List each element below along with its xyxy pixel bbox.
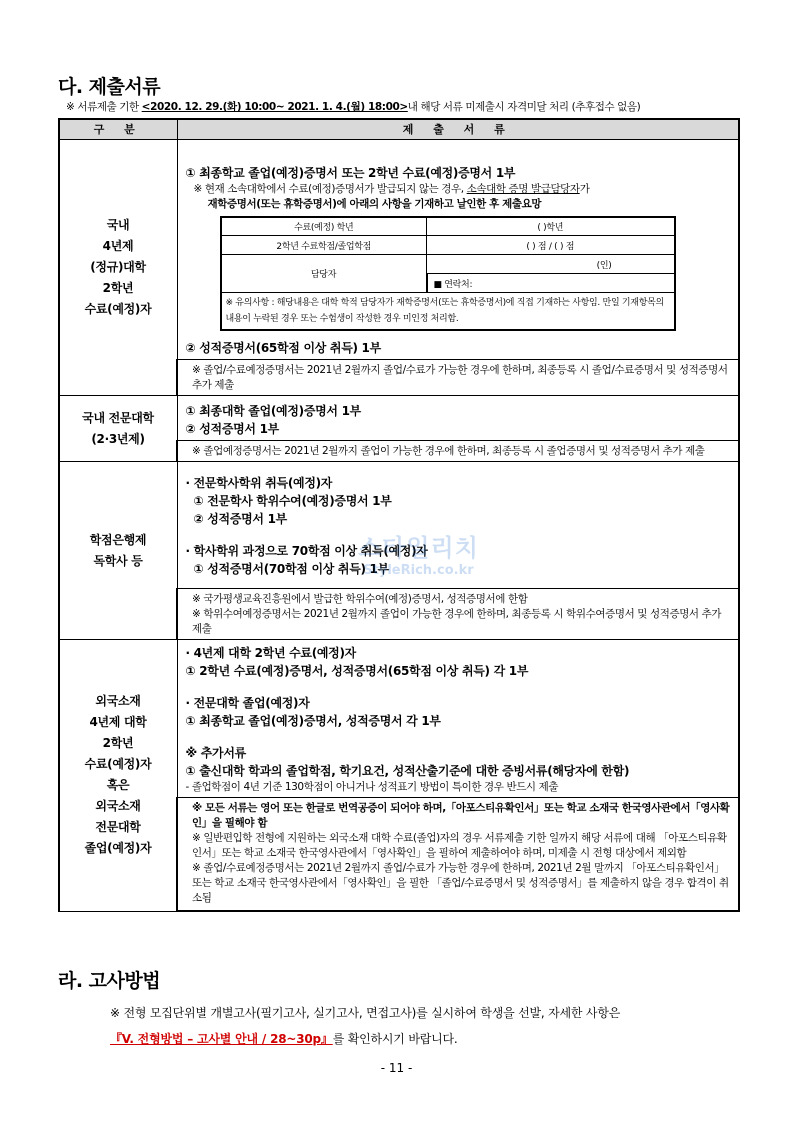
section-title-documents: 다. 제출서류 (58, 76, 161, 98)
doc-item: ① 전문학사 학위수여(예정)증명서 1부 (193, 494, 392, 508)
confirmation-form (220, 216, 676, 332)
doc-item: ① 성적증명서(70학점 이상 취득) 1부 (193, 562, 389, 576)
deadline-date: <2020. 12. 29.(화) 10:00~ 2021. 1. 4.(월) 18:00> (141, 101, 408, 113)
form-sign: (인) (427, 255, 675, 274)
group-title: · 학사학위 과정으로 70학점 이상 취득(예정)자 (185, 544, 428, 558)
note: 재학증명서(또는 휴학증명서)에 아래의 사항을 기재하고 날인한 후 제출요망 (207, 197, 542, 210)
note: ※ 졸업예정증명서는 2021년 2월까지 졸업이 가능한 경우에 한하며, 최종등록 시 졸업증명서 및 성적증명서 추가 제출 (177, 441, 739, 462)
form-label: 담당자 (221, 255, 427, 293)
group-title: ※ 추가서류 (185, 746, 246, 760)
doc-item: ① 2학년 수료(예정)증명서, 성적증명서(65학점 이상 취득) 각 1부 (185, 664, 529, 678)
note: ※ 현재 소속대학에서 수료(예정)증명서가 발급되지 않는 경우, 소속대학 증명 발급담당자가 (193, 182, 590, 195)
watermark-logo: 스타일리치 StyleRich.co.kr (358, 534, 479, 578)
note: ※ 모든 서류는 영어 또는 한글로 번역공증이 되어야 하며,「아포스티유확인서」또는 학교 소재국 한국영사관에서「영사확인」을 필해야 함 (192, 802, 730, 829)
form-value: ( ) 점 / ( ) 점 (427, 236, 675, 255)
documents-cell (177, 396, 739, 441)
exam-line: ※ 전형 모집단위별 개별고사(필기고사, 실기고사, 면접고사)를 실시하여 학생을 선발, 자세한 사항은 (110, 1006, 621, 1020)
category-foreign: 외국소재 4년제 대학 2학년 수료(예정)자 혹은 외국소재 전문대학 졸업(예정)자 (59, 640, 177, 912)
form-contact: ■ 연락처: (427, 274, 675, 293)
documents-cell (177, 139, 739, 360)
form-label: 수료(예정) 학년 (221, 217, 427, 236)
table-row (59, 640, 739, 798)
group-title: · 전문대학 졸업(예정)자 (185, 696, 310, 710)
doc-item: ② 성적증명서 1부 (193, 512, 287, 526)
deadline-prefix: ※ 서류제출 기한 (66, 101, 142, 113)
doc-item: ① 최종학교 졸업(예정)증명서 또는 2학년 수료(예정)증명서 1부 (185, 165, 516, 180)
submission-deadline (66, 99, 640, 114)
category-domestic-junior: 국내 전문대학 (2·3년제) (59, 396, 177, 462)
documents-table (58, 118, 740, 912)
notes-cell (177, 798, 739, 912)
table-header-row (59, 119, 739, 139)
notes-cell (177, 589, 739, 640)
exam-method-text: ※ 전형 모집단위별 개별고사(필기고사, 실기고사, 면접고사)를 실시하여 학생을 선발, 자세한 사항은 『V. 전형방법 – 고사별 안내 / 28~30p』를 확인하시기 바랍니다. (110, 1000, 760, 1052)
deadline-suffix: 내 해당 서류 미제출시 자격미달 처리 (추후접수 없음) (407, 101, 641, 113)
section-title-exam: 라. 고사방법 (58, 970, 161, 992)
form-note: ※ 유의사항 : 해당내용은 대학 학적 담당자가 재학증명서(또는 휴학증명서)에 직접 기재하는 사항임. 만일 기재항목의 내용이 누락된 경우 또는 수험생이 작성한 경우 미인정 처리함. (221, 293, 675, 331)
group-title: · 4년제 대학 2학년 수료(예정)자 (185, 646, 356, 660)
note: ※ 일반편입학 전형에 지원하는 외국소재 대학 수료(졸업)자의 경우 서류제출 기한 일까지 해당 서류에 대해 「아포스티유확인서」또는 학교 소재국 한국영사관에서「영사확인」을 필하여 제출하여야 하며, 미제출 시 전형 대상에서 제외함 (192, 832, 727, 859)
header-category: 구 분 (59, 119, 177, 139)
table-row (59, 139, 739, 360)
note: ※ 졸업/수료예정증명서는 2021년 2월까지 졸업/수료가 가능한 경우에 한하며, 2021년 2월 말까지 「아포스티유확인서」또는 학교 소재국 한국영사관에서「영사확인」을 필한 「졸업/수료증명서 및 성적증명서」를 제출하지 않을 경우 합격이 취소됨 (192, 862, 729, 904)
note: ※ 국가평생교육진흥원에서 발급한 학위수여(예정)증명서, 성적증명서에 한함 (192, 593, 528, 605)
form-value: ( )학년 (427, 217, 675, 236)
documents-cell (177, 462, 739, 589)
doc-item: ② 성적증명서(65학점 이상 취득) 1부 (185, 341, 381, 355)
documents-cell (177, 640, 739, 798)
reference-link: 『V. 전형방법 – 고사별 안내 / 28~30p』 (110, 1032, 333, 1046)
form-label: 2학년 수료학점/졸업학점 (221, 236, 427, 255)
table-row (59, 462, 739, 589)
doc-item: ② 성적증명서 1부 (185, 422, 279, 436)
doc-item: ① 최종대학 졸업(예정)증명서 1부 (185, 404, 361, 418)
note: - 졸업학점이 4년 기준 130학점이 아니거나 성적표기 방법이 특이한 경우 반드시 제출 (185, 781, 559, 793)
note: ※ 졸업/수료예정증명서는 2021년 2월까지 졸업/수료가 가능한 경우에 한하며, 최종등록 시 졸업/수료증명서 및 성적증명서 추가 제출 (177, 360, 739, 396)
group-title: · 전문학사학위 취득(예정)자 (185, 476, 333, 490)
category-domestic-4yr: 국내 4년제 (정규)대학 2학년 수료(예정)자 (59, 139, 177, 396)
category-credit-bank: 학점은행제 독학사 등 (59, 462, 177, 640)
page-number: - 11 - (380, 1061, 413, 1075)
note: ※ 학위수여예정증명서는 2021년 2월까지 졸업이 가능한 경우에 한하며, 최종등록 시 학위수여증명서 및 성적증명서 추가 제출 (192, 608, 722, 635)
doc-item: ① 최종학교 졸업(예정)증명서, 성적증명서 각 1부 (185, 714, 441, 728)
table-row (59, 396, 739, 441)
doc-item: ① 출신대학 학과의 졸업학점, 학기요건, 성적산출기준에 대한 증빙서류(해당자에 한함) (185, 764, 630, 778)
header-documents: 제 출 서 류 (177, 119, 739, 139)
